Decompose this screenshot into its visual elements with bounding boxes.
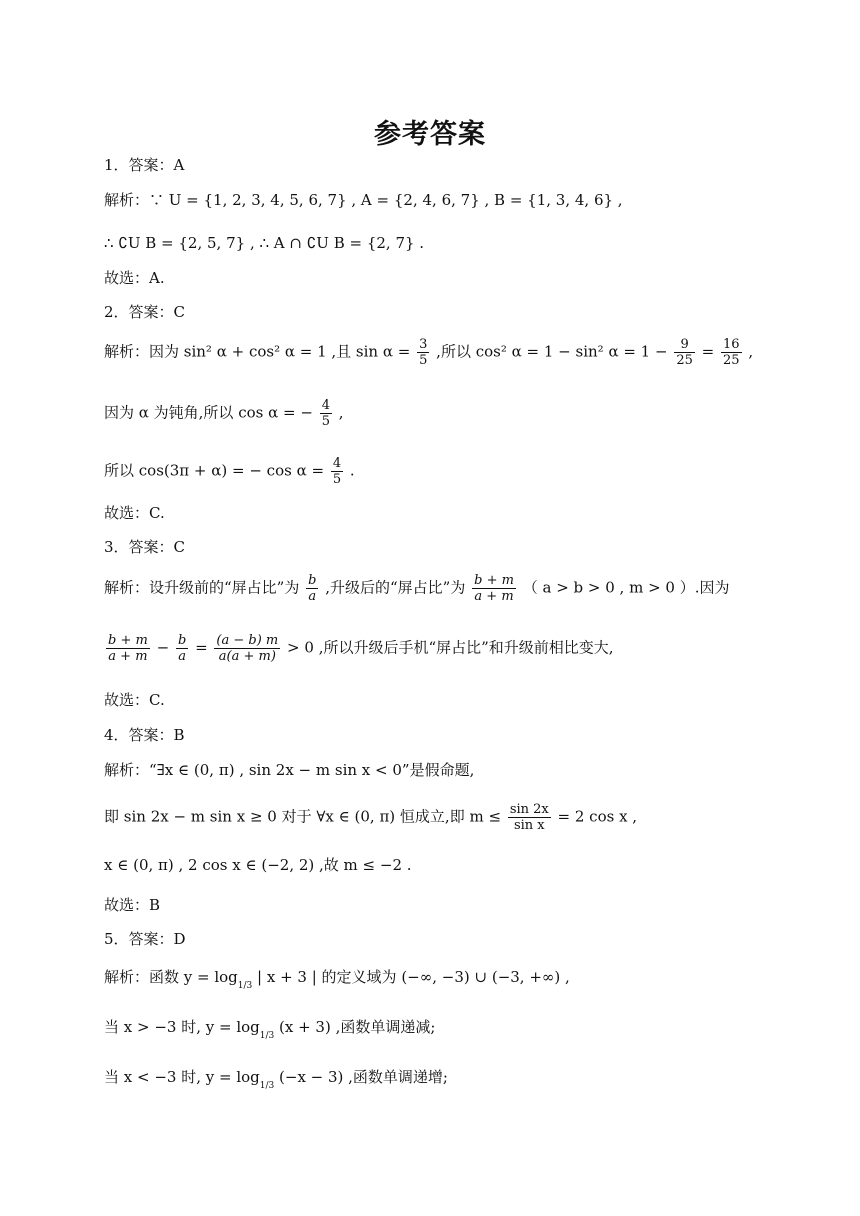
- q2-text: 因为 α 为钝角,所以 cos α = −: [104, 403, 313, 422]
- denominator: 5: [332, 472, 342, 487]
- numerator: 16: [723, 337, 740, 352]
- q2-text: .: [349, 461, 355, 480]
- q1-choice: 故选：A.: [104, 269, 165, 287]
- q2-choice: 故选：C.: [104, 504, 165, 522]
- q5-text: 解析：函数 y = log: [104, 968, 238, 986]
- q2-text: 所以 cos(3π + α) = − cos α =: [104, 461, 325, 480]
- equals: =: [195, 638, 208, 657]
- minus: −: [156, 638, 170, 657]
- q5-solution-line3: [104, 1067, 448, 1096]
- q4-text: = 2 cos x ,: [557, 807, 638, 826]
- numerator: (a − b) m: [216, 633, 279, 648]
- numerator: sin 2x: [509, 802, 549, 817]
- q4-answer: 4．答案：B: [104, 726, 185, 744]
- denominator: a: [178, 649, 186, 664]
- q1-answer: 1．答案：A: [104, 156, 185, 174]
- q4-solution-line3: x ∈ (0, π) , 2 cos x ∈ (−2, 2) ,故 m ≤ −2 .: [104, 856, 412, 874]
- q2-text: ,: [748, 342, 754, 361]
- q5-text: | x + 3 | 的定义域为 (−∞, −3) ∪ (−3, +∞) ,: [252, 968, 570, 986]
- fraction: [721, 337, 742, 368]
- q2-text: ,: [338, 403, 344, 422]
- fraction: [331, 456, 343, 487]
- q2-answer: 2．答案：C: [104, 303, 186, 321]
- numerator: b: [308, 573, 317, 588]
- q4-choice: 故选：B: [104, 896, 161, 914]
- q3-text: > 0 ,所以升级后手机“屏占比”和升级前相比变大,: [287, 638, 614, 657]
- q3-solution-line2: [104, 633, 614, 664]
- log-base: 1/3: [259, 1081, 275, 1091]
- q3-choice: 故选：C.: [104, 691, 165, 709]
- q5-text: (−x − 3) ,函数单调递增;: [274, 1068, 448, 1086]
- q5-text: (x + 3) ,函数单调递减;: [274, 1018, 436, 1036]
- q1-solution-line2: ∴ ∁U B = {2, 5, 7} , ∴ A ∩ ∁U B = {2, 7} .: [104, 234, 425, 252]
- numerator: b + m: [108, 633, 148, 648]
- denominator: 25: [723, 353, 740, 368]
- denominator: a + m: [474, 589, 514, 604]
- fraction: [306, 573, 318, 604]
- numerator: b + m: [474, 573, 514, 588]
- q3-answer: 3．答案：C: [104, 538, 186, 556]
- q5-solution-line2: [104, 1017, 435, 1046]
- denominator: 5: [321, 414, 330, 429]
- denominator: 25: [676, 353, 693, 368]
- page-title: 参考答案: [374, 119, 486, 150]
- denominator: 5: [419, 353, 428, 368]
- q2-solution-line3: [104, 456, 355, 487]
- fraction: [417, 337, 429, 368]
- equals: =: [701, 342, 715, 361]
- fraction: [214, 633, 280, 664]
- fraction: [508, 802, 551, 833]
- numerator: 3: [419, 337, 428, 352]
- q5-text: 当 x > −3 时, y = log: [104, 1018, 260, 1036]
- q4-text: 即 sin 2x − m sin x ≥ 0 对于 ∀x ∈ (0, π) 恒成立,即 m ≤: [104, 807, 502, 826]
- fraction: [176, 633, 188, 664]
- q2-text: 解析：因为 sin² α + cos² α = 1 ,且 sin α =: [104, 342, 411, 361]
- denominator: a + m: [108, 649, 148, 664]
- numerator: 4: [332, 456, 342, 471]
- q3-text: （ a > b > 0 , m > 0 ）.因为: [522, 578, 730, 597]
- q2-solution-line2: [104, 398, 344, 429]
- numerator: 9: [674, 337, 695, 353]
- fraction: [472, 573, 516, 604]
- q5-solution-line1: [104, 967, 570, 996]
- q3-solution-line1: [104, 573, 730, 604]
- denominator: a(a + m): [218, 649, 276, 664]
- numerator: 4: [321, 398, 330, 413]
- q4-solution-line2: [104, 802, 637, 833]
- q1-solution-line1: 解析：∵ U = {1, 2, 3, 4, 5, 6, 7} , A = {2, 4, 6, 7} , B = {1, 3, 4, 6} ,: [104, 191, 623, 209]
- q3-text: 解析：设升级前的“屏占比”为: [104, 578, 300, 597]
- denominator: a: [308, 589, 317, 604]
- fraction: [674, 337, 695, 368]
- q2-text: ,所以 cos² α = 1 − sin² α = 1 −: [436, 342, 668, 361]
- fraction: [106, 633, 150, 664]
- q3-text: ,升级后的“屏占比”为: [325, 578, 466, 597]
- q4-solution-line1: 解析：“∃x ∈ (0, π) , sin 2x − m sin x < 0”是假命题,: [104, 761, 475, 779]
- log-base: 1/3: [237, 981, 253, 991]
- q2-solution-line1: [104, 337, 753, 368]
- q5-text: 当 x < −3 时, y = log: [104, 1068, 260, 1086]
- numerator: b: [177, 633, 187, 648]
- q5-answer: 5．答案：D: [104, 930, 186, 948]
- log-base: 1/3: [259, 1031, 275, 1041]
- fraction: [320, 398, 332, 429]
- denominator: sin x: [513, 818, 545, 833]
